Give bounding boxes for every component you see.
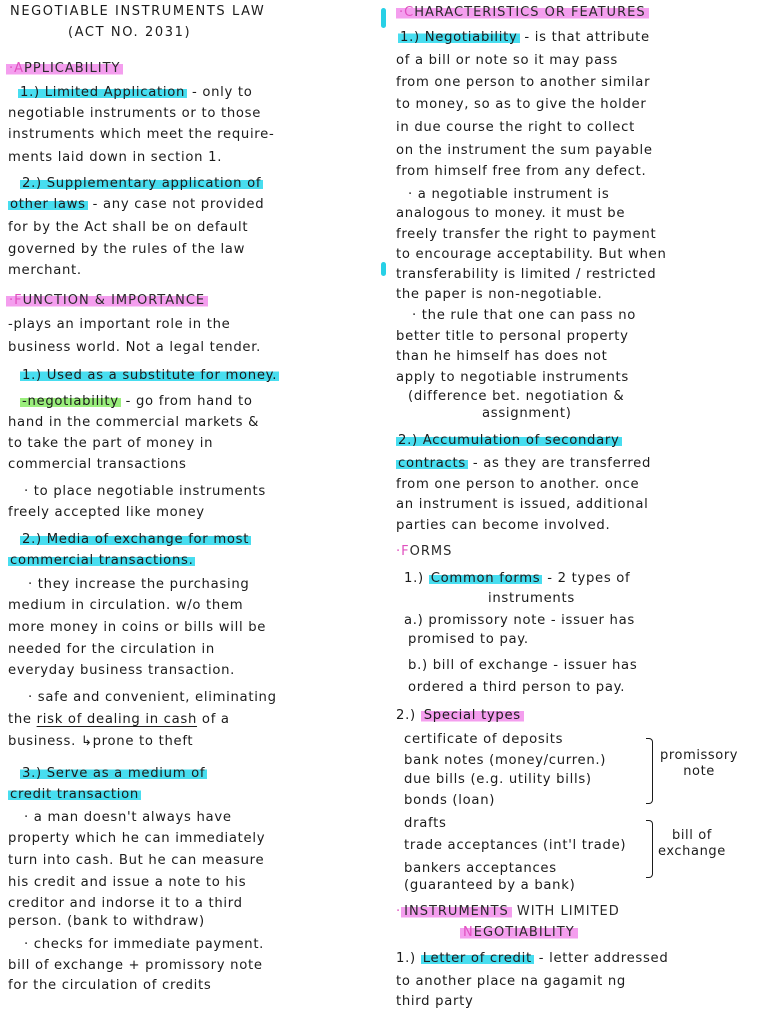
right-line-35: due bills (e.g. utility bills)	[404, 772, 592, 787]
right-line-15: better title to personal property	[396, 329, 629, 344]
left-line-18: to take the part of money in	[8, 436, 214, 451]
left-line-8: other laws - any case not provided	[10, 197, 265, 212]
highlight: credit transaction	[10, 787, 139, 802]
underline: risk of dealing in cash	[36, 712, 198, 727]
highlight: Letter of credit	[422, 951, 532, 966]
left-line-4: negotiable instruments or to those	[8, 106, 262, 121]
highlight: ·APPLICABILITY	[6, 61, 123, 76]
right-line-4: to money, so as to give the holder	[396, 97, 647, 112]
left-line-6: ments laid down in section 1.	[8, 150, 223, 165]
right-line-7: from himself free from any defect.	[396, 164, 647, 179]
left-line-41: bill of exchange + promissory note	[8, 958, 263, 973]
left-line-14: business world. Not a legal tender.	[8, 340, 262, 355]
left-line-31: business. ↳prone to theft	[8, 734, 194, 749]
left-line-24: · they increase the purchasing	[28, 577, 250, 592]
right-line-36: bonds (loan)	[404, 793, 496, 808]
highlight: 2.) Supplementary application of	[22, 176, 262, 191]
left-line-3: 1.) Limited Application - only to	[20, 85, 253, 100]
right-line-13: the paper is non-negotiable.	[396, 287, 603, 302]
right-line-42	[460, 924, 578, 941]
right-line-12: transferability is limited / restricted	[396, 267, 657, 282]
highlight: ·FUNCTION & IMPORTANCE	[6, 293, 208, 308]
right-line-45: third party	[396, 994, 474, 1009]
left-line-16: -negotiability - go from hand to	[22, 394, 253, 409]
left-line-11: merchant.	[8, 263, 82, 278]
left-line-20: · to place negotiable instruments	[24, 484, 266, 499]
right-line-20	[396, 432, 622, 449]
right-line-40: (guaranteed by a bank)	[404, 878, 576, 893]
left-line-15	[20, 367, 279, 384]
highlight: 1.) Used as a substitute for money.	[22, 368, 278, 383]
left-line-28: everyday business transaction.	[8, 663, 236, 678]
highlight: 2.) Media of exchange for most	[22, 532, 250, 547]
right-line-5: in due course the right to collect	[396, 120, 635, 135]
left-line-42: for the circulation of credits	[8, 978, 212, 993]
bracket-0	[646, 738, 653, 804]
right-line-9: analogous to money. it must be	[396, 206, 626, 221]
highlight: ·CHARACTERISTICS OR FEATURES	[396, 5, 649, 20]
left-line-17: hand in the commercial markets &	[8, 415, 260, 430]
highlight: INSTRUMENTS	[401, 904, 512, 919]
bracket-label-0: promissory note	[660, 748, 739, 779]
highlight: Special types	[421, 708, 524, 723]
right-line-16: than he himself has does not	[396, 349, 608, 364]
right-line-23: an instrument is issued, additional	[396, 497, 649, 512]
right-line-6: on the instrument the sum payable	[396, 143, 653, 158]
right-line-38: trade acceptances (int'l trade)	[404, 838, 627, 853]
right-line-39: bankers acceptances	[404, 861, 557, 876]
left-line-30: the risk of dealing in cash of a	[8, 712, 230, 727]
left-line-40: · checks for immediate payment.	[24, 937, 265, 952]
right-line-14: · the rule that one can pass no	[412, 308, 637, 323]
left-line-27: needed for the circulation in	[8, 642, 215, 657]
right-line-33: certificate of deposits	[404, 732, 564, 747]
right-line-8: · a negotiable instrument is	[408, 187, 610, 202]
right-line-11: to encourage acceptability. But when	[396, 247, 667, 262]
highlight: NEGOTIABILITY	[460, 925, 578, 940]
right-line-19: assignment)	[482, 406, 572, 421]
right-line-17: apply to negotiable instruments	[396, 370, 629, 385]
left-line-0: NEGOTIABLE INSTRUMENTS LAW	[10, 4, 266, 19]
left-line-26: more money in coins or bills will be	[8, 620, 267, 635]
highlight: other laws	[10, 197, 86, 212]
highlight: 3.) Serve as a medium of	[22, 766, 206, 781]
left-line-32	[20, 765, 207, 782]
margin-mark-top	[381, 8, 386, 28]
highlight: 2.) Accumulation of secondary	[398, 433, 620, 448]
left-line-7	[20, 175, 263, 192]
right-line-30: b.) bill of exchange - issuer has	[408, 658, 638, 673]
left-line-2	[6, 60, 123, 77]
right-line-27: instruments	[488, 591, 575, 606]
highlight: 1.) Negotiability	[400, 30, 518, 45]
left-line-38: creditor and indorse it to a third	[8, 896, 243, 911]
left-line-21: freely accepted like money	[8, 505, 205, 520]
left-line-37: his credit and issue a note to his	[8, 875, 247, 890]
left-line-23	[8, 552, 195, 569]
left-line-22	[20, 531, 251, 548]
right-line-43: 1.) Letter of credit - letter addressed	[396, 951, 669, 966]
margin-mark-mid	[381, 262, 386, 276]
right-line-31: ordered a third person to pay.	[408, 680, 626, 695]
right-line-29: promised to pay.	[408, 632, 529, 647]
right-line-22: from one person to another. once	[396, 477, 640, 492]
right-line-18: (difference bet. negotiation &	[408, 389, 625, 404]
bracket-1	[646, 820, 653, 878]
left-line-33	[8, 786, 141, 803]
right-line-44: to another place na gagamit ng	[396, 974, 627, 989]
left-line-5: instruments which meet the require-	[8, 127, 275, 142]
right-line-32: 2.) Special types	[396, 707, 524, 724]
highlight: contracts	[398, 456, 466, 471]
left-line-9: for by the Act shall be on default	[8, 220, 249, 235]
left-line-39: person. (bank to withdraw)	[8, 914, 205, 929]
right-line-37: drafts	[404, 816, 447, 831]
right-line-24: parties can become involved.	[396, 518, 611, 533]
right-line-21: contracts - as they are transferred	[398, 456, 652, 471]
bracket-label-1: bill of exchange	[658, 828, 726, 859]
left-line-10: governed by the rules of the law	[8, 242, 246, 257]
right-line-0	[396, 4, 649, 21]
right-line-2: of a bill or note so it may pass	[396, 53, 618, 68]
right-line-1: 1.) Negotiability - is that attribute	[400, 30, 650, 45]
right-line-28: a.) promissory note - issuer has	[404, 613, 635, 628]
left-line-13: -plays an important role in the	[8, 317, 231, 332]
left-line-36: turn into cash. But he can measure	[8, 853, 265, 868]
highlight: commercial transactions.	[10, 553, 194, 568]
right-line-26: 1.) Common forms - 2 types of	[404, 571, 631, 586]
highlight: Common forms	[430, 571, 541, 586]
left-line-35: property which he can immediately	[8, 831, 266, 846]
highlight: -negotiability	[22, 394, 119, 409]
right-line-34: bank notes (money/curren.)	[404, 753, 607, 768]
right-line-25: ·FORMS	[396, 544, 453, 559]
right-line-3: from one person to another similar	[396, 75, 651, 90]
left-line-19: commercial transactions	[8, 457, 187, 472]
left-line-25: medium in circulation. w/o them	[8, 598, 244, 613]
right-line-41: · INSTRUMENTS WITH LIMITED	[396, 904, 620, 919]
left-line-29: · safe and convenient, eliminating	[28, 690, 277, 705]
left-line-1: (ACT NO. 2031)	[68, 25, 192, 40]
right-line-10: freely transfer the right to payment	[396, 227, 657, 242]
left-line-12	[6, 292, 208, 309]
left-line-34: · a man doesn't always have	[24, 810, 232, 825]
highlight: 1.) Limited Application	[20, 85, 186, 100]
